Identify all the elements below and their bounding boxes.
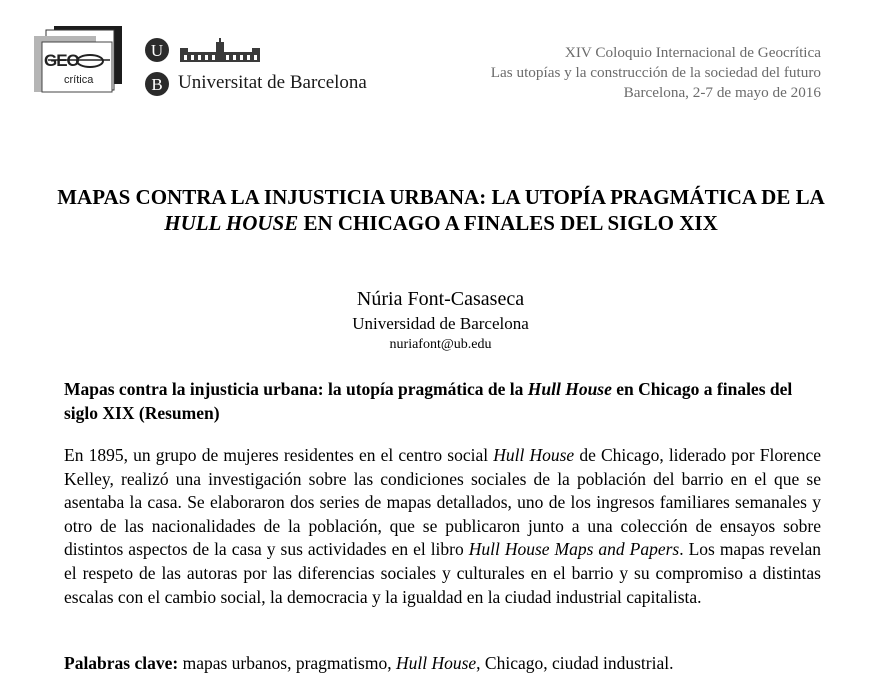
- keywords: Palabras clave: mapas urbanos, pragmatismo, Hull House, Chicago, ciudad industrial.: [64, 653, 674, 673]
- conference-info: [491, 43, 821, 103]
- conference-place-date: Barcelona, 2-7 de mayo de 2016: [623, 84, 821, 101]
- author-name: Núria Font-Casaseca: [356, 288, 525, 310]
- title-italic: HULL HOUSE: [164, 211, 299, 235]
- conference-theme: Las utopías y la construcción de la sociedad del futuro: [490, 64, 821, 81]
- abstract-heading: Mapas contra la injusticia urbana: la utopía pragmática de la Hull House en Chicago a finales del siglo XIX (Resumen): [64, 379, 793, 423]
- ub-logo: [144, 36, 367, 100]
- author-affiliation: Universidad de Barcelona: [352, 314, 529, 333]
- ub-name: Universitat de Barcelona: [178, 72, 367, 93]
- abstract-body: En 1895, un grupo de mujeres residentes en el centro social Hull House de Chicago, liderado por Florence Kelley, realizó una investigación sobre las condiciones sociales de la población del barrio en el que se asentaba la casa. Se elaboraron dos series de mapas detallados, uno de los ingresos familiares semanales y otro de las nacionalidades de la población, que se publicaron junto a una colección de ensayos sobre distintos aspectos de la casa y sus actividades en el libro Hull House Maps and Papers. Los mapas revelan el respeto de las autoras por las diferencias sociales y culturales en el barrio y su compromiso a distintas escalas con el cambio social, la democracia y la igualdad en la ciudad industrial capitalista.: [64, 445, 821, 607]
- paper-title: MAPAS CONTRA LA INJUSTICIA URBANA: LA UTOPÍA PRAGMÁTICA DE LA HULL HOUSE EN CHICAGO A FINALES DEL SIGLO XIX: [57, 185, 825, 235]
- svg-text:GEO: GEO: [44, 51, 79, 70]
- svg-text:B: B: [151, 75, 163, 94]
- page-header: [0, 0, 881, 110]
- geocritica-logo: [34, 26, 124, 96]
- svg-text:U: U: [150, 41, 164, 60]
- author-email: nuriafont@ub.edu: [389, 337, 492, 352]
- conference-name: XIV Coloquio Internacional de Geocrítica: [564, 44, 821, 61]
- keywords-label: Palabras clave:: [64, 653, 179, 673]
- svg-text:crítica: crítica: [64, 74, 94, 86]
